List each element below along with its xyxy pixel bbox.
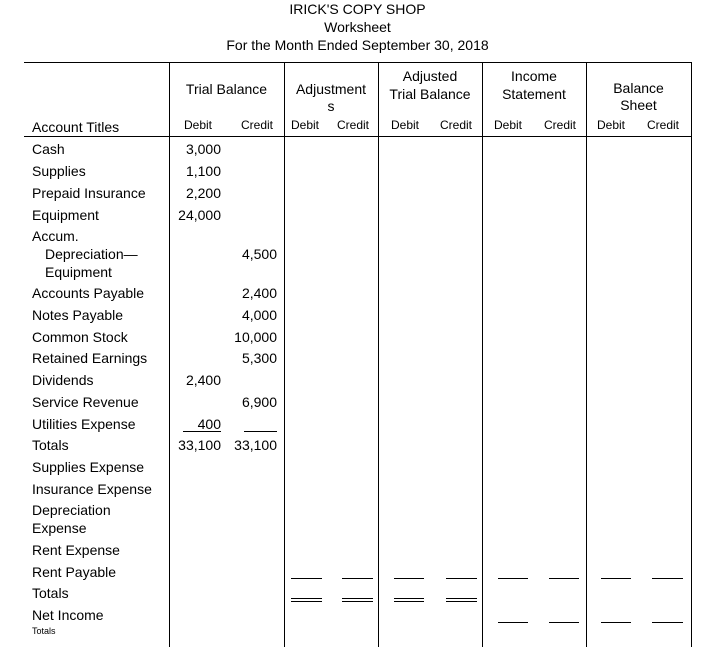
totals-double-underline xyxy=(394,598,424,602)
adj-credit-header: Credit xyxy=(336,118,369,132)
account-title: Depreciation— xyxy=(45,246,138,262)
rent-payable-underline xyxy=(498,578,528,579)
rent-payable-underline xyxy=(446,578,477,579)
account-title: Common Stock xyxy=(32,329,128,345)
rent-payable-underline xyxy=(394,578,424,579)
rent-payable-underline xyxy=(652,578,683,579)
net-income-underline xyxy=(498,622,528,623)
col-rule xyxy=(284,62,285,647)
net-income-underline xyxy=(549,622,579,623)
ap-credit: 2,400 xyxy=(241,285,277,301)
net-income-underline xyxy=(601,622,631,623)
document-title: Worksheet xyxy=(324,19,391,35)
account-title: Notes Payable xyxy=(32,307,124,323)
group-adjustments-1: Adjustment xyxy=(295,81,367,97)
col-rule xyxy=(482,62,483,647)
re-credit: 5,300 xyxy=(241,350,277,366)
tb-credit-header: Credit xyxy=(240,118,273,132)
account-title: Rent Expense xyxy=(32,542,120,558)
group-adjusted-1: Adjusted xyxy=(402,68,458,84)
group-balance-2: Sheet xyxy=(620,97,657,113)
total-credit: 33,100 xyxy=(234,437,277,453)
group-adjusted-2: Trial Balance xyxy=(389,86,471,102)
cs-credit: 10,000 xyxy=(234,329,277,345)
atb-debit-header: Debit xyxy=(390,118,419,132)
rev-credit: 6,900 xyxy=(241,394,277,410)
atb-credit-header: Credit xyxy=(439,118,472,132)
col-rule xyxy=(586,62,587,647)
prepaid-debit: 2,200 xyxy=(185,185,221,201)
totals-double-underline xyxy=(446,598,477,602)
account-titles-header: Account Titles xyxy=(32,119,120,135)
account-title: Dividends xyxy=(32,372,94,388)
account-title: Depreciation xyxy=(32,502,111,518)
subtotal-underline xyxy=(183,431,221,432)
supplies-debit: 1,100 xyxy=(185,163,221,179)
group-trial-balance: Trial Balance xyxy=(185,81,268,97)
period-line: For the Month Ended September 30, 2018 xyxy=(226,37,489,53)
account-title: Supplies xyxy=(32,163,86,179)
account-title: Service Revenue xyxy=(32,394,139,410)
account-title: Cash xyxy=(32,141,65,157)
company-name: IRICK'S COPY SHOP xyxy=(289,1,426,17)
account-title: Rent Payable xyxy=(32,564,117,580)
account-title: Totals xyxy=(32,437,69,453)
account-title: Equipment xyxy=(45,264,112,280)
div-debit: 2,400 xyxy=(185,372,221,388)
rent-payable-underline xyxy=(291,578,322,579)
totals-double-underline xyxy=(291,598,322,602)
equipment-debit: 24,000 xyxy=(178,207,221,223)
account-title: Prepaid Insurance xyxy=(32,185,146,201)
subtotal-underline xyxy=(244,431,277,432)
account-title: Utilities Expense xyxy=(32,416,136,432)
cash-debit: 3,000 xyxy=(185,141,221,157)
net-income-underline xyxy=(652,622,683,623)
bs-debit-header: Debit xyxy=(596,118,625,132)
account-title: Totals xyxy=(32,626,56,636)
header-bottom-rule xyxy=(24,136,692,137)
group-balance-1: Balance xyxy=(613,80,664,96)
is-credit-header: Credit xyxy=(543,118,576,132)
adj-debit-header: Debit xyxy=(290,118,319,132)
group-income-2: Statement xyxy=(502,86,566,102)
account-title: Retained Earnings xyxy=(32,350,148,366)
account-title: Expense xyxy=(32,520,87,536)
group-adjustments-2: s xyxy=(327,98,335,114)
table-top-rule xyxy=(24,62,692,63)
rent-payable-underline xyxy=(601,578,631,579)
col-rule xyxy=(691,62,692,647)
totals-double-underline xyxy=(342,598,373,602)
is-debit-header: Debit xyxy=(493,118,522,132)
rent-payable-underline xyxy=(549,578,579,579)
rent-payable-underline xyxy=(342,578,373,579)
account-title: Net Income xyxy=(32,607,104,623)
util-debit: 400 xyxy=(197,416,221,432)
tb-debit-header: Debit xyxy=(183,118,212,132)
accum-dep-credit: 4,500 xyxy=(241,246,277,262)
np-credit: 4,000 xyxy=(241,307,277,323)
group-income-1: Income xyxy=(511,68,557,84)
account-title: Insurance Expense xyxy=(32,481,152,497)
bs-credit-header: Credit xyxy=(646,118,679,132)
account-title: Totals xyxy=(32,585,69,601)
account-title: Accounts Payable xyxy=(32,285,145,301)
total-debit: 33,100 xyxy=(178,437,221,453)
account-title: Equipment xyxy=(32,207,99,223)
account-title: Supplies Expense xyxy=(32,459,145,475)
col-rule xyxy=(378,62,379,647)
account-title: Accum. xyxy=(32,228,79,244)
